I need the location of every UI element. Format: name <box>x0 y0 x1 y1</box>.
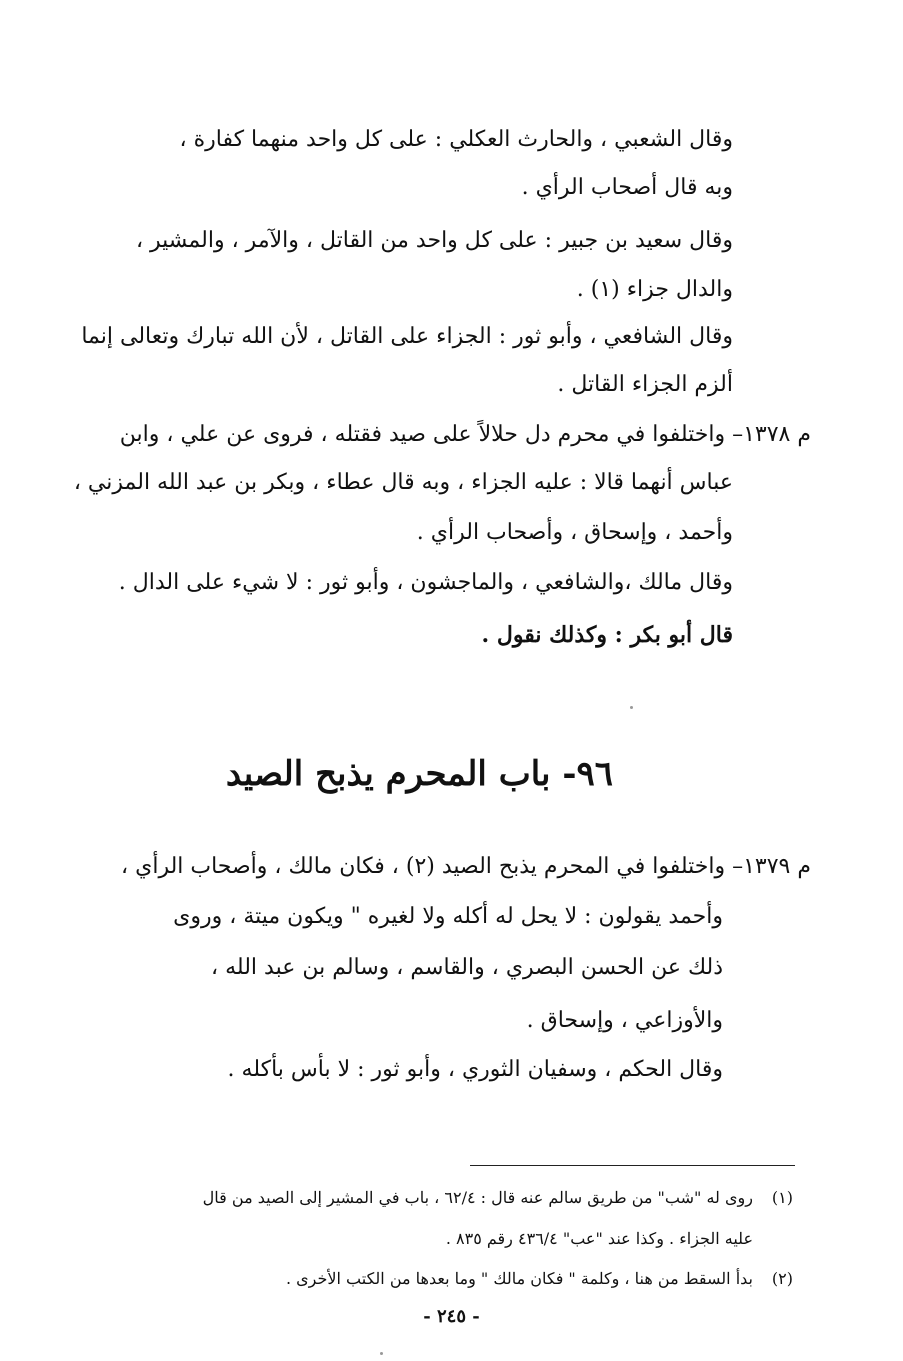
text-line: وأحمد يقولون : لا يحل له أكله ولا لغيره " ويكون ميتة ، وروى <box>173 904 723 929</box>
author-statement: قال أبو بكر : وكذلك نقول . <box>481 622 733 648</box>
text-line: والأوزاعي ، وإسحاق . <box>526 1008 723 1033</box>
footnote-1-text: روى له "شب" من طريق سالم عنه قال : ٦٢/٤ ، باب في المشير إلى الصيد من قال <box>202 1188 753 1207</box>
issue-text: واختلفوا في محرم دل حلالاً على صيد فقتله ، فروى عن علي ، وابن <box>119 422 726 447</box>
text-line: عباس أنهما قالا : عليه الجزاء ، وبه قال عطاء ، وبكر بن عبد الله المزني ، <box>73 470 733 495</box>
issue-number: م ١٣٧٨– <box>732 422 811 447</box>
text-line: ذلك عن الحسن البصري ، والقاسم ، وسالم بن عبد الله ، <box>211 955 723 980</box>
issue-1379-first-line <box>121 852 811 882</box>
issue-text: واختلفوا في المحرم يذبح الصيد (٢) ، فكان مالك ، وأصحاب الرأي ، <box>121 854 726 879</box>
footnote-2-text: بدأ السقط من هنا ، وكلمة " فكان مالك " وما بعدها من الكتب الأخرى . <box>285 1269 753 1288</box>
text-line: وأحمد ، وإسحاق ، وأصحاب الرأي . <box>416 520 733 545</box>
text-line: وقال الشعبي ، والحارث العكلي : على كل واحد منهما كفارة ، <box>179 127 733 152</box>
speck <box>630 706 633 709</box>
footnote-separator <box>470 1165 795 1166</box>
text-line: وبه قال أصحاب الرأي . <box>521 175 733 200</box>
text-line: وقال سعيد بن جبير : على كل واحد من القاتل ، والآمر ، والمشير ، <box>135 228 733 253</box>
text-line: وقال مالك ،والشافعي ، والماجشون ، وأبو ثور : لا شيء على الدال . <box>118 570 733 595</box>
footnote-1-text-cont: عليه الجزاء . وكذا عند "عب" ٤٣٦/٤ رقم ٨٣٥ . <box>445 1229 753 1248</box>
text-line: وقال الحكم ، وسفيان الثوري ، وأبو ثور : لا بأس بأكله . <box>227 1057 723 1082</box>
issue-1378-first-line <box>120 420 811 450</box>
footnote-2-number: (٢) <box>771 1269 793 1288</box>
text-line: والدال جزاء (١) . <box>576 277 733 302</box>
text-line: وقال الشافعي ، وأبو ثور : الجزاء على القاتل ، لأن الله تبارك وتعالى إنما <box>81 324 733 349</box>
chapter-title: ٩٦- باب المحرم يذبح الصيد <box>225 754 613 794</box>
page-number: - ٢٤٥ - <box>423 1306 480 1327</box>
speck <box>380 1352 383 1355</box>
footnote-1-number: (١) <box>771 1188 793 1207</box>
text-line: ألزم الجزاء القاتل . <box>557 372 733 397</box>
issue-number: م ١٣٧٩– <box>732 854 811 879</box>
